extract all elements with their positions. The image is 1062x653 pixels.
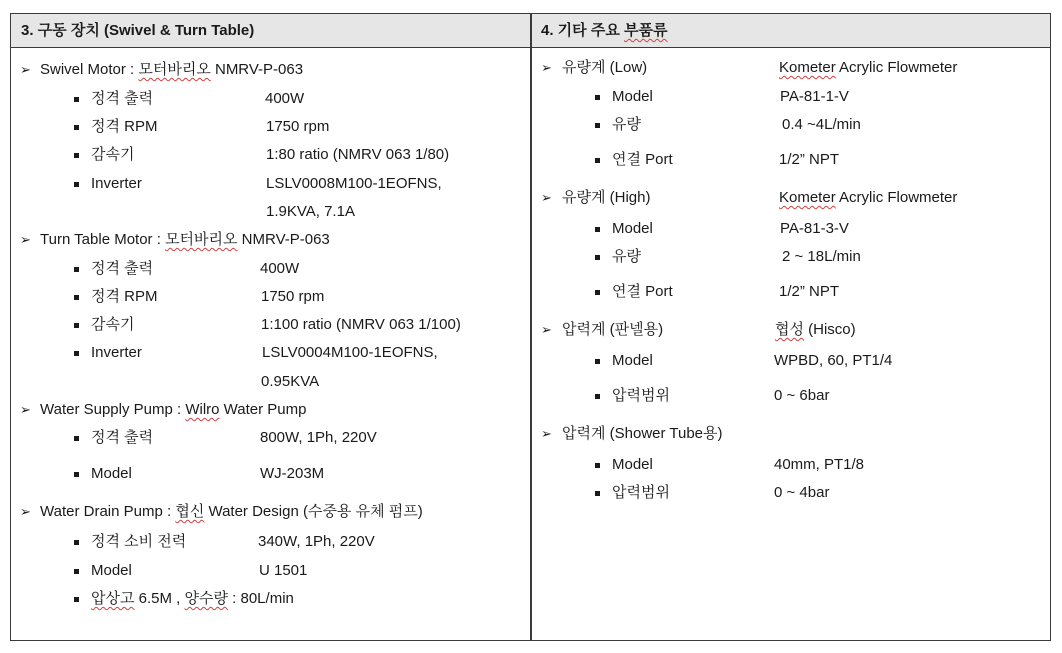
arrow-bullet-icon: ➢ [20,232,31,247]
square-bullet-icon [74,125,79,130]
group-heading-flowmeter-high: 유량계 (High) [562,189,651,206]
group-heading-turn-table: Turn Table Motor : 모터바리오 NMRV-P-063 [40,231,330,248]
item-value: 1:100 ratio (NMRV 063 1/100) [261,316,461,333]
square-bullet-icon [595,255,600,260]
square-bullet-icon [74,472,79,477]
item-value: 1/2” NPT [779,151,840,168]
item-label: 감속기 [91,316,135,333]
item-label: 연결 Port [612,151,673,168]
brand-name: 모터바리오 [138,61,211,78]
brand-name: Wilro [185,401,220,418]
item-value: 2 ~ 18L/min [782,248,861,265]
item-value: 1:80 ratio (NMRV 063 1/80) [266,146,450,163]
square-bullet-icon [74,569,79,574]
group-heading-pressure-shower: 압력계 (Shower Tube용) [562,425,723,442]
section-title-b: 부품류 [623,22,668,39]
item-label: Model [612,88,653,105]
square-bullet-icon [595,290,600,295]
item-value: 1750 rpm [266,118,330,135]
arrow-bullet-icon: ➢ [20,62,31,77]
item-value: PA-81-1-V [780,88,849,105]
arrow-bullet-icon: ➢ [541,60,552,75]
item-value-continued: 1.9KVA, 7.1A [266,203,355,220]
arrow-bullet-icon: ➢ [541,322,552,337]
square-bullet-icon [595,123,600,128]
square-bullet-icon [74,323,79,328]
item-value: 1/2” NPT [779,283,840,300]
item-value: WJ-203M [260,465,325,482]
square-bullet-icon [74,436,79,441]
item-label: 압력범위 [612,387,670,404]
square-bullet-icon [595,158,600,163]
item-label: 정격 소비 전력 [91,533,187,550]
square-bullet-icon [595,95,600,100]
square-bullet-icon [74,267,79,272]
item-label: 정격 RPM [91,288,158,305]
section-header-drive [11,14,531,48]
group-heading-drain-pump: Water Drain Pump : 협신 Water Design (수중용 유체 펌프) [40,503,423,520]
item-label: 정격 출력 [91,260,154,277]
square-bullet-icon [595,227,600,232]
item-value: 800W, 1Ph, 220V [260,429,377,446]
item-value: LSLV0008M100-1EOFNS, [266,175,442,192]
group-brand: Kometer Acrylic Flowmeter [779,189,958,206]
square-bullet-icon [74,351,79,356]
item-head-capacity: 압상고 6.5M , 양수량 : 80L/min [91,590,294,607]
group-brand: 협성 (Hisco) [775,321,856,338]
item-value: 0.4 ~4L/min [782,116,861,133]
arrow-bullet-icon: ➢ [20,504,31,519]
square-bullet-icon [595,463,600,468]
section-title: 3. 구동 장치 (Swivel & Turn Table) [21,22,255,39]
square-bullet-icon [74,153,79,158]
square-bullet-icon [595,491,600,496]
item-label: 정격 출력 [91,90,154,107]
item-label: 유량 [612,116,641,133]
square-bullet-icon [74,295,79,300]
item-value: 1750 rpm [261,288,325,305]
item-label: Model [91,465,132,482]
group-heading-pressure-panel: 압력계 (판넬용) [562,321,664,338]
item-label: 연결 Port [612,283,673,300]
item-label: Inverter [91,175,142,192]
item-label: Model [91,562,132,579]
item-value: WPBD, 60, PT1/4 [774,352,893,369]
item-label: Model [612,456,653,473]
brand-name: 모터바리오 [165,231,238,248]
square-bullet-icon [74,540,79,545]
item-value: 340W, 1Ph, 220V [258,533,375,550]
column-divider [530,14,532,640]
item-value: 400W [260,260,300,277]
arrow-bullet-icon: ➢ [541,190,552,205]
item-value: LSLV0004M100-1EOFNS, [262,344,438,361]
square-bullet-icon [74,97,79,102]
item-value: PA-81-3-V [780,220,849,237]
item-value: U 1501 [259,562,308,579]
group-heading-swivel: Swivel Motor : 모터바리오 NMRV-P-063 [40,61,304,78]
square-bullet-icon [595,394,600,399]
square-bullet-icon [74,597,79,602]
item-label: 정격 출력 [91,429,154,446]
square-bullet-icon [74,182,79,187]
group-heading-flowmeter-low: 유량계 (Low) [562,59,648,76]
arrow-bullet-icon: ➢ [20,402,31,417]
item-value-continued: 0.95KVA [261,373,320,390]
item-value: 40mm, PT1/8 [774,456,865,473]
section-header-parts [531,14,1050,48]
group-heading-supply-pump: Water Supply Pump : Wilro Water Pump [40,401,307,418]
item-value: 0 ~ 4bar [774,484,830,501]
item-label: Model [612,352,653,369]
item-label: Inverter [91,344,142,361]
item-label: Model [612,220,653,237]
section-title-a: 4. 기타 주요 [541,22,624,39]
item-label: 감속기 [91,146,135,163]
item-value: 0 ~ 6bar [774,387,830,404]
arrow-bullet-icon: ➢ [541,426,552,441]
square-bullet-icon [595,359,600,364]
group-brand: Kometer Acrylic Flowmeter [779,59,958,76]
item-label: 유량 [612,248,641,265]
item-label: 압력범위 [612,484,670,501]
brand-name: 협신 [175,503,205,520]
item-value: 400W [265,90,305,107]
item-label: 정격 RPM [91,118,158,135]
